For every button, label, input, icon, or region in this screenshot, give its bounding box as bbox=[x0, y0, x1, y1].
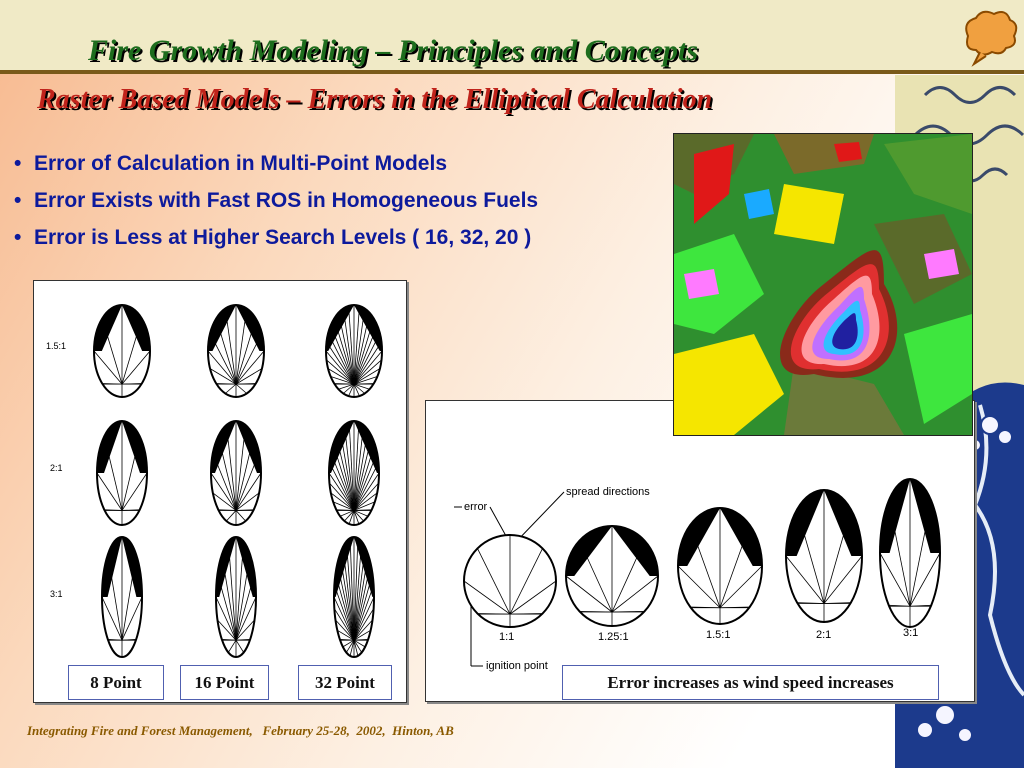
cloud-logo-icon bbox=[958, 8, 1020, 68]
ellipse-diagram bbox=[786, 490, 862, 622]
ellipse-diagram bbox=[208, 305, 264, 397]
ellipse-diagram bbox=[211, 421, 261, 525]
ignition-point-callout: ignition point bbox=[486, 660, 548, 672]
error-callout: error bbox=[464, 501, 488, 513]
fire-perimeter-map bbox=[673, 133, 973, 436]
column-label-16-point: 16 Point bbox=[180, 665, 269, 700]
ellipse-diagram bbox=[329, 421, 379, 525]
ratio-label: 1.5:1 bbox=[706, 629, 731, 641]
bullet-list bbox=[14, 152, 538, 263]
ellipse-diagram bbox=[464, 535, 556, 627]
bullet-item: • Error is Less at Higher Search Levels ( 16, 32, 20 ) bbox=[14, 226, 538, 263]
row-label: 2:1 bbox=[50, 463, 63, 473]
slide-footer: Integrating Fire and Forest Management, February 25-28, 2002, Hinton, AB bbox=[27, 723, 454, 738]
ratio-label: 3:1 bbox=[903, 627, 919, 639]
ellipse-diagram bbox=[216, 537, 256, 657]
ellipse-diagram bbox=[678, 508, 762, 624]
wind-caption: Error increases as wind speed increases bbox=[562, 665, 939, 700]
bullet-item: • Error Exists with Fast ROS in Homogeneous Fuels bbox=[14, 189, 538, 226]
ellipse-diagram bbox=[97, 421, 147, 525]
slide-title: Fire Growth Modeling – Principles and Concepts bbox=[88, 34, 699, 67]
ellipse-diagram bbox=[102, 537, 142, 657]
ellipse-diagram bbox=[334, 537, 374, 657]
ellipse-diagram bbox=[94, 305, 150, 397]
search-level-figure bbox=[33, 280, 407, 703]
ratio-label: 1:1 bbox=[499, 631, 515, 643]
row-label: 3:1 bbox=[50, 589, 63, 599]
slide-subtitle: Raster Based Models – Errors in the Elliptical Calculation bbox=[37, 84, 713, 115]
ellipse-diagram bbox=[566, 526, 658, 626]
ratio-label: 1.25:1 bbox=[598, 631, 629, 643]
wind-ratio-figure bbox=[425, 400, 975, 702]
ratio-label: 2:1 bbox=[816, 629, 832, 641]
title-bar bbox=[0, 0, 1024, 74]
bullet-item: • Error of Calculation in Multi-Point Models bbox=[14, 152, 538, 189]
ellipse-diagram bbox=[880, 479, 940, 627]
ellipse-diagram bbox=[326, 305, 382, 397]
column-label-8-point: 8 Point bbox=[68, 665, 164, 700]
spread-directions-callout: spread directions bbox=[566, 486, 650, 498]
column-label-32-point: 32 Point bbox=[298, 665, 392, 700]
row-label: 1.5:1 bbox=[46, 341, 67, 351]
